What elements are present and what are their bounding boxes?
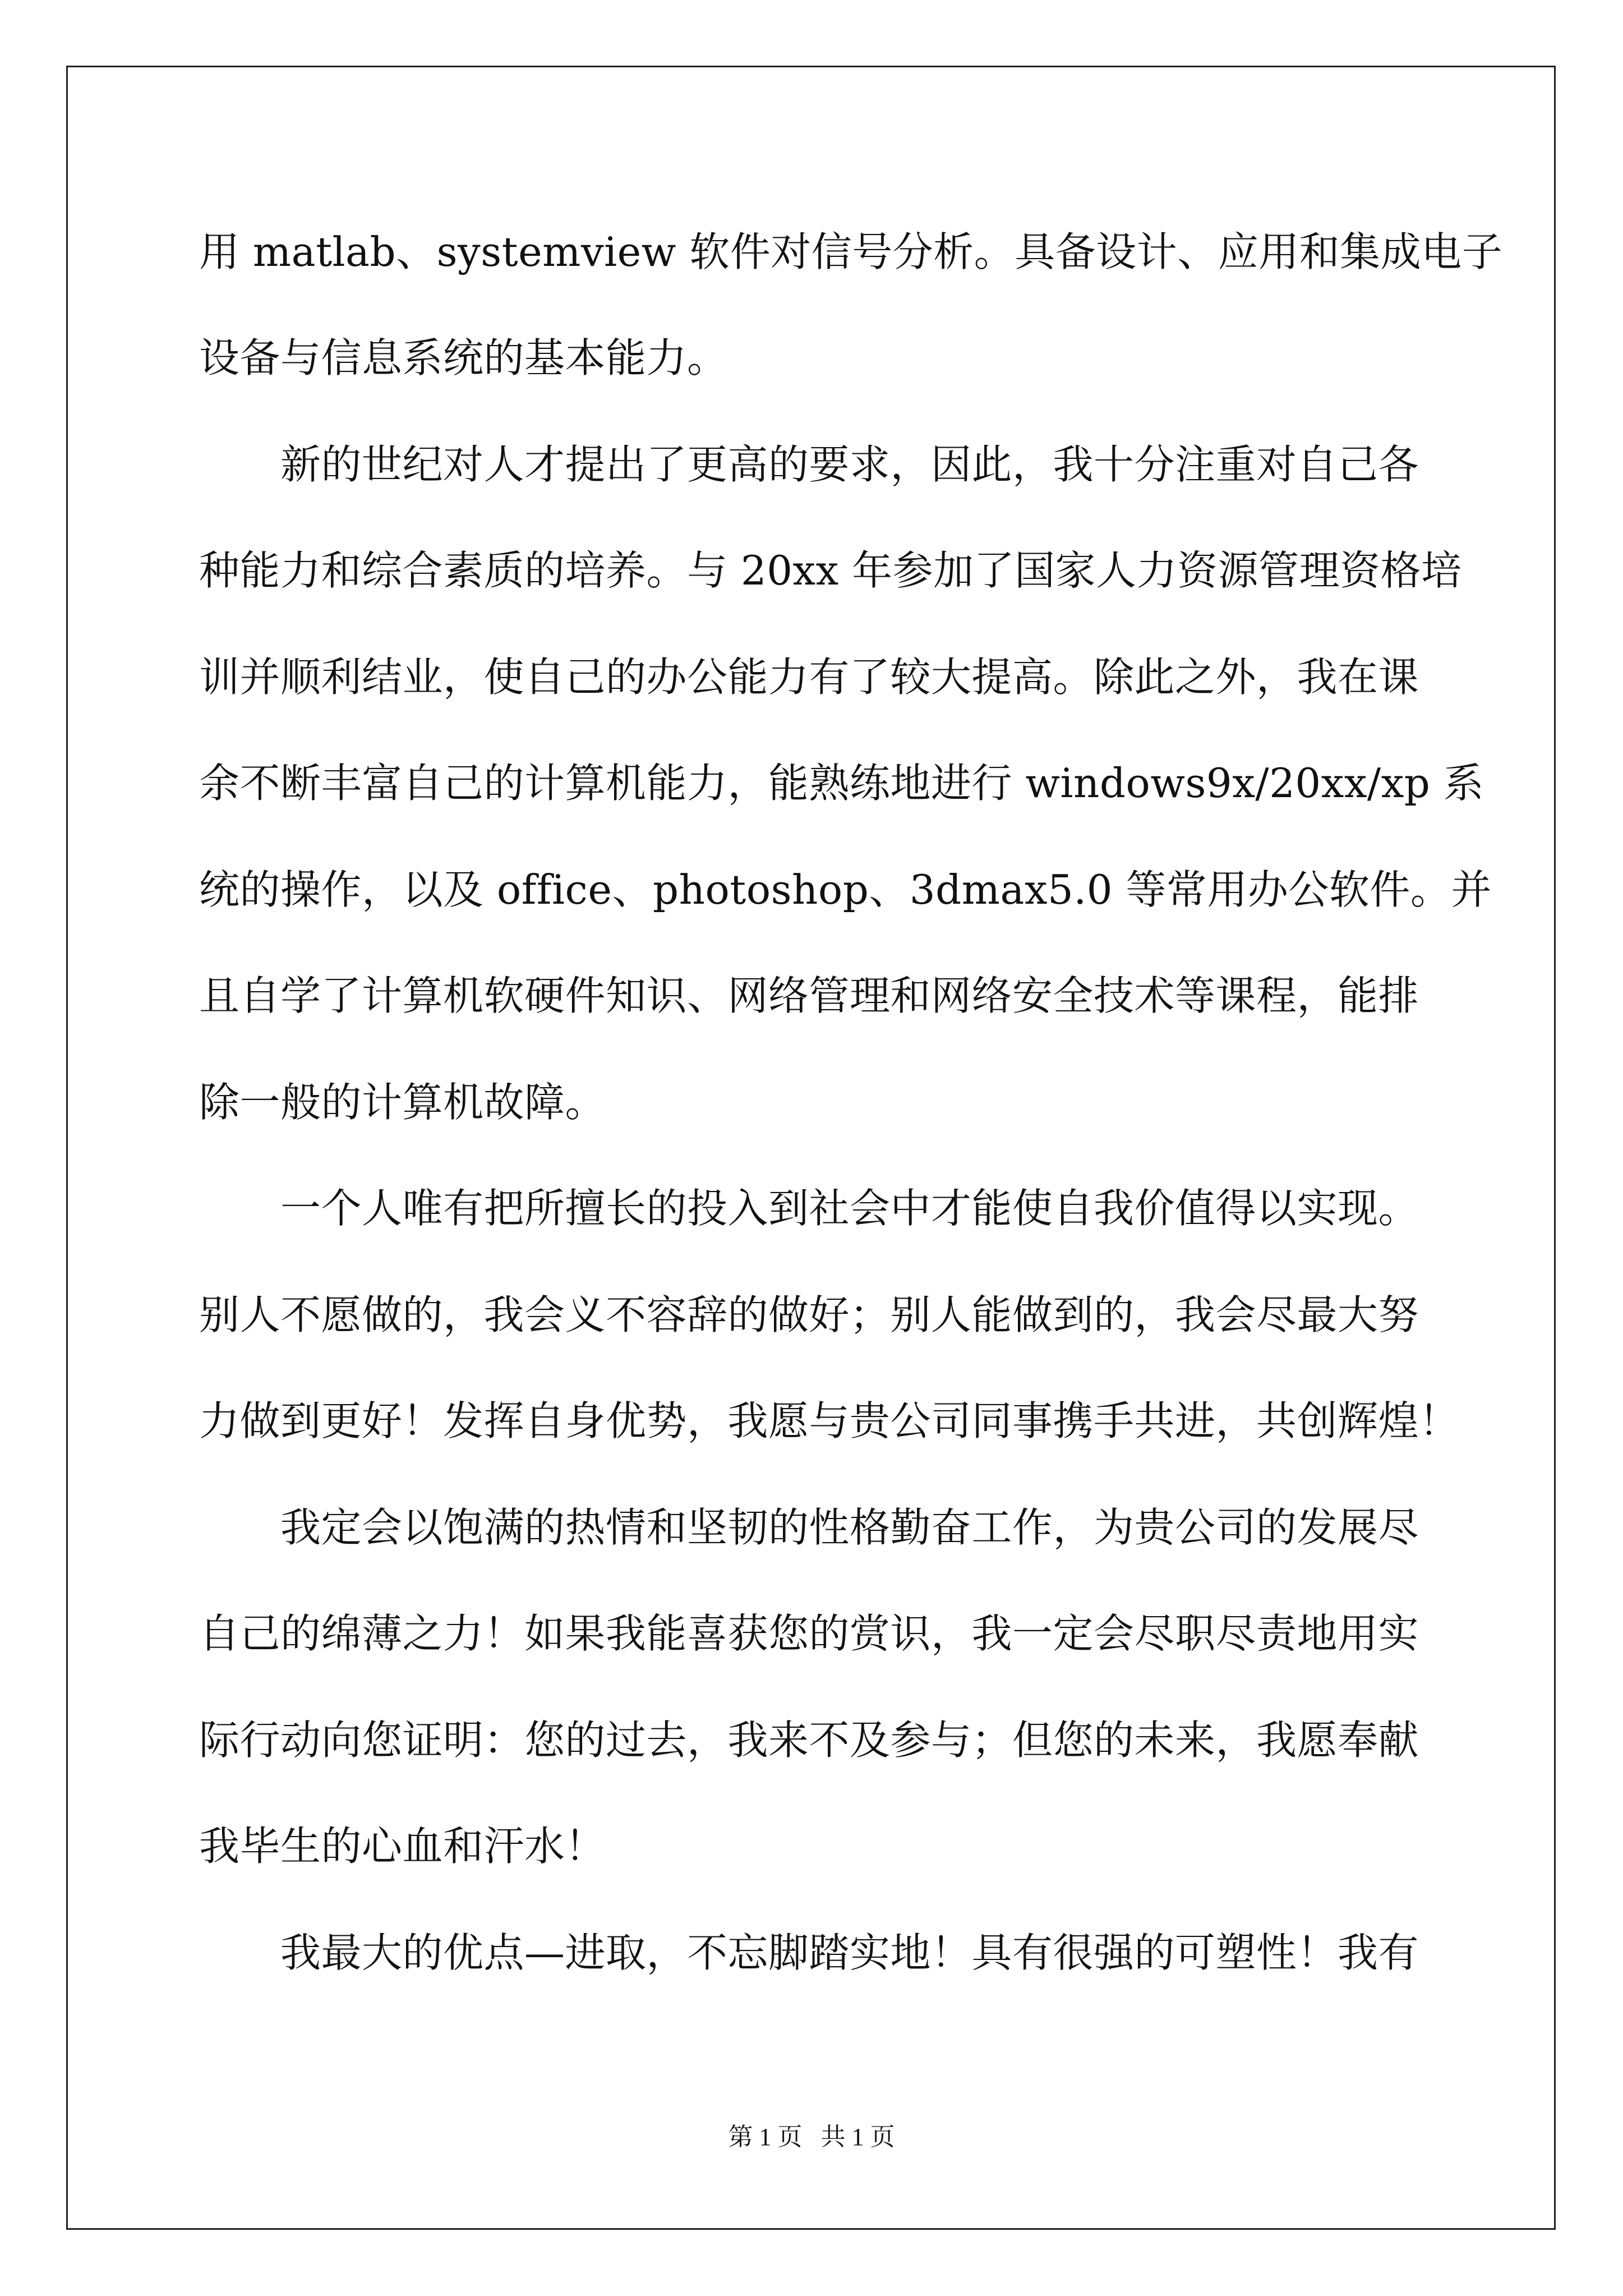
- text-line: 除一般的计算机故障。: [199, 1079, 606, 1126]
- text-line: 我定会以饱满的热情和坚韧的性格勤奋工作，为贵公司的发展尽: [199, 1504, 1419, 1551]
- text-line: 际行动向您证明：您的过去，我来不及参与；但您的未来，我愿奉献: [199, 1717, 1419, 1764]
- text-line: 种能力和综合素质的培养。与 20xx 年参加了国家人力资源管理资格培: [199, 547, 1462, 594]
- page-number-footer: 第 1 页 共 1 页: [728, 2123, 895, 2151]
- text-line: 且自学了计算机软硬件知识、网络管理和网络安全技术等课程，能排: [199, 972, 1419, 1019]
- page-frame: [66, 66, 1556, 2230]
- text-line: 自己的绵薄之力！如果我能喜获您的赏识，我一定会尽职尽责地用实: [199, 1610, 1419, 1657]
- text-line: 新的世纪对人才提出了更高的要求，因此，我十分注重对自己各: [199, 441, 1419, 488]
- text-line: 别人不愿做的，我会义不容辞的做好；别人能做到的，我会尽最大努: [199, 1291, 1419, 1338]
- text-line: 训并顺利结业，使自己的办公能力有了较大提高。除此之外，我在课: [199, 654, 1419, 701]
- text-line: 一个人唯有把所擅长的投入到社会中才能使自我价值得以实现。: [199, 1185, 1419, 1232]
- text-line: 余不断丰富自己的计算机能力，能熟练地进行 windows9x/20xx/xp 系: [199, 760, 1484, 807]
- text-line: 我最大的优点—进取，不忘脚踏实地！具有很强的可塑性！我有: [199, 1929, 1419, 1976]
- text-line: 设备与信息系统的基本能力。: [199, 334, 728, 381]
- text-line: 用 matlab、systemview 软件对信号分析。具备设计、应用和集成电子: [199, 228, 1503, 275]
- text-line: 统的操作，以及 office、photoshop、3dmax5.0 等常用办公软件。并: [199, 866, 1492, 913]
- text-line: 力做到更好！发挥自身优势，我愿与贵公司同事携手共进，共创辉煌！: [199, 1397, 1460, 1444]
- text-line: 我毕生的心血和汗水！: [199, 1823, 606, 1870]
